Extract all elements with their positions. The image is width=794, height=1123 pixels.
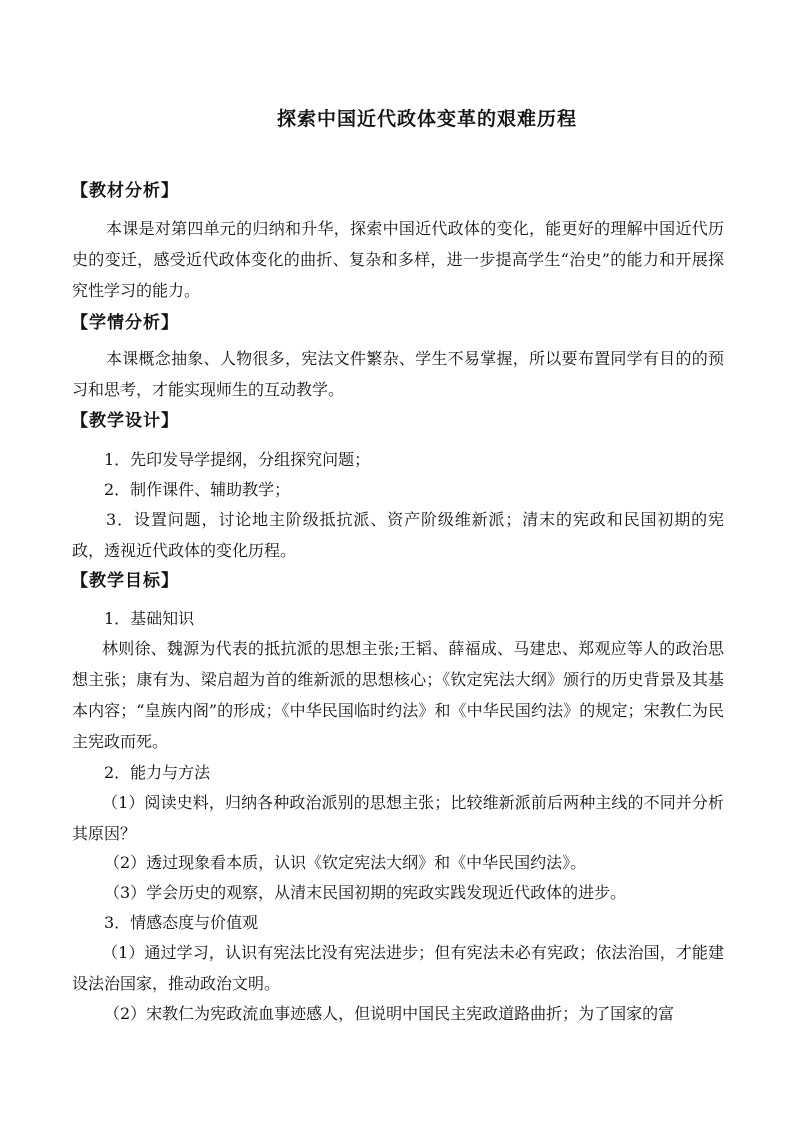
goal-2-item-a: （1）阅读史料，归纳各种政治派别的思想主张；比较维新派前后两种主线的不同并分析其原因？ — [72, 793, 724, 843]
goal-3-item-b: （2）宋教仁为宪政流血事迹感人，但说明中国民主宪政道路曲折；为了国家的富 — [104, 1004, 675, 1023]
goal-1-title: 1．基础知识 — [104, 609, 195, 628]
goal-3-title: 3．情感态度与价值观 — [104, 913, 259, 932]
goal-2-item-c: （3）学会历史的观察，从清末民国初期的宪政实践发现近代政体的进步。 — [104, 883, 627, 902]
design-item-3: 3．设置问题，讨论地主阶级抵抗派、资产阶级维新派；清末的宪政和民国初期的宪政，透视近代政体的变化历程。 — [72, 510, 724, 560]
section-heading-goals: 【教学目标】 — [71, 571, 179, 591]
goal-2-item-b: （2）透过现象看本质，认识《钦定宪法大纲》和《中华民国约法》。 — [104, 853, 587, 872]
goal-3-item-a: （1）通过学习，认识有宪法比没有宪法进步；但有宪法未必有宪政；依法治国，才能建设法治国家，推动政治文明。 — [72, 943, 724, 993]
design-item-2: 2．制作课件、辅助教学； — [104, 480, 291, 499]
document-title: 探索中国近代政体变革的艰难历程 — [276, 108, 577, 130]
goal-2-title: 2．能力与方法 — [104, 763, 211, 782]
section-heading-material: 【教材分析】 — [71, 181, 179, 201]
material-paragraph: 本课是对第四单元的归纳和升华，探索中国近代政体的变化，能更好的理解中国近代历史的变迁，感受近代政体变化的曲折、复杂和多样，进一步提高学生“治史”的能力和开展探究性学习的能力。 — [72, 219, 724, 300]
students-paragraph: 本课概念抽象、人物很多，宪法文件繁杂、学生不易掌握，所以要布置同学有目的的预习和思考，才能实现师生的互动教学。 — [72, 349, 724, 399]
section-heading-design: 【教学设计】 — [71, 411, 179, 431]
goal-1-text: 林则徐、魏源为代表的抵抗派的思想主张;王韬、薛福成、马建忠、郑观应等人的政治思想主张；康有为、梁启超为首的维新派的思想核心；《钦定宪法大纲》颁行的历史背景及其基本内容；“皇族内阁”的形成；《中华民国临时约法》和《中华民国约法》的规定；宋教仁为民主宪政而死。 — [72, 639, 724, 751]
section-heading-students: 【学情分析】 — [71, 313, 179, 333]
design-item-1: 1．先印发导学提纲，分组探究问题； — [104, 450, 371, 469]
